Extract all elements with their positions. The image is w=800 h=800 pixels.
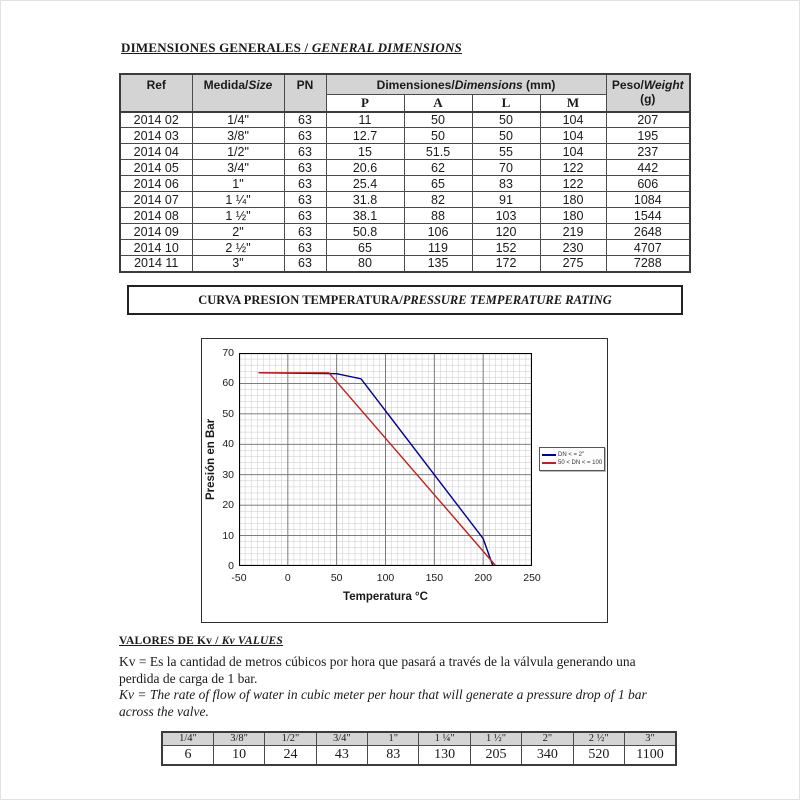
table-cell: 25.4 [326,176,404,192]
col-header-ref: Ref [120,74,192,112]
table-cell: 70 [472,160,540,176]
table-cell: 83 [472,176,540,192]
table-cell: 2014 06 [120,176,192,192]
kv-description-en-line2: across the valve. [119,703,209,719]
kv-table [161,731,677,766]
pressure-temperature-chart [201,338,608,623]
table-cell: 63 [284,256,326,272]
y-tick-label: 30 [222,468,234,481]
table-row [120,240,690,256]
table-cell: 2014 11 [120,256,192,272]
kv-value-cell: 205 [470,745,521,765]
table-cell: 122 [540,160,606,176]
legend-label: DN < = 2" [558,452,585,458]
dimensions-table-body [120,112,690,272]
table-cell: 2648 [606,224,690,240]
table-cell: 2014 10 [120,240,192,256]
table-cell: 230 [540,240,606,256]
dimensions-table [119,73,691,273]
table-cell: 91 [472,192,540,208]
table-cell: 63 [284,112,326,128]
table-cell: 2014 02 [120,112,192,128]
table-row [120,112,690,128]
table-cell: 63 [284,144,326,160]
pressure-temperature-title-box [127,285,683,315]
table-cell: 122 [540,176,606,192]
table-cell: 2014 05 [120,160,192,176]
table-cell: 2" [192,224,284,240]
table-cell: 3/4" [192,160,284,176]
x-tick-label: 100 [376,572,395,584]
table-cell: 11 [326,112,404,128]
table-cell: 104 [540,128,606,144]
kv-size-cell: 2" [522,732,573,745]
x-tick-label: 0 [284,572,291,584]
curve-title-separator: / [399,292,403,307]
kv-value-cell: 6 [162,745,213,765]
curve-title-en: PRESSURE TEMPERATURE RATING [402,292,612,307]
x-tick-label: 200 [474,572,492,584]
title-separator: / [301,40,312,55]
table-cell: 1/2" [192,144,284,160]
legend-line-swatch [542,462,556,464]
title-en: GENERAL DIMENSIONS [311,40,462,55]
table-cell: 1 ¼" [192,192,284,208]
legend-line-swatch [542,454,556,456]
col-header-a: A [404,94,472,112]
table-row [120,128,690,144]
table-cell: 3" [192,256,284,272]
kv-title-separator: / [212,635,222,647]
kv-size-cell: 1 ¼" [419,732,470,745]
col-header-dimensions: Dimensiones/Dimensions (mm) [326,74,606,94]
table-cell: 63 [284,176,326,192]
table-row [120,176,690,192]
y-tick-label: 20 [222,499,234,512]
table-cell: 207 [606,112,690,128]
table-cell: 1/4" [192,112,284,128]
table-cell: 62 [404,160,472,176]
legend-item [542,451,602,459]
table-cell: 88 [404,208,472,224]
kv-description-es-line1: Kv = Es la cantidad de metros cúbicos por hora que pasará a través de la válvula generando una [119,654,636,669]
table-cell: 2 ½" [192,240,284,256]
kv-value-cell: 520 [573,745,624,765]
col-header-weight: Peso/Weight (g) [606,74,690,112]
table-cell: 442 [606,160,690,176]
kv-value-cell: 130 [419,745,470,765]
kv-table-header-row [162,732,676,745]
col-header-p: P [326,94,404,112]
x-tick-label: -50 [231,572,247,584]
table-cell: 50.8 [326,224,404,240]
y-tick-label: 70 [222,347,234,359]
table-cell: 20.6 [326,160,404,176]
table-cell: 51.5 [404,144,472,160]
table-cell: 180 [540,192,606,208]
table-row [120,256,690,272]
table-cell: 55 [472,144,540,160]
table-cell: 2014 08 [120,208,192,224]
table-cell: 15 [326,144,404,160]
table-cell: 7288 [606,256,690,272]
kv-value-cell: 340 [522,745,573,765]
table-cell: 1544 [606,208,690,224]
kv-size-cell: 3/8" [213,732,264,745]
kv-size-cell: 2 ½" [573,732,624,745]
y-tick-label: 0 [228,560,234,572]
table-cell: 2014 03 [120,128,192,144]
table-cell: 63 [284,160,326,176]
title-es: DIMENSIONES GENERALES [121,40,302,55]
header-row-main [120,74,690,94]
table-cell: 195 [606,128,690,144]
table-cell: 63 [284,240,326,256]
kv-title-es: VALORES DE Kv [119,635,213,647]
table-cell: 606 [606,176,690,192]
plot-area [239,353,532,566]
table-cell: 50 [404,128,472,144]
table-cell: 2014 04 [120,144,192,160]
kv-values-title [119,635,283,647]
table-cell: 3/8" [192,128,284,144]
y-tick-label: 10 [222,529,234,542]
table-cell: 4707 [606,240,690,256]
table-cell: 104 [540,112,606,128]
table-cell: 1084 [606,192,690,208]
table-cell: 152 [472,240,540,256]
table-cell: 106 [404,224,472,240]
table-cell: 1" [192,176,284,192]
table-cell: 135 [404,256,472,272]
kv-value-cell: 43 [316,745,367,765]
table-cell: 63 [284,224,326,240]
x-tick-label: 50 [330,572,343,584]
legend-label: 50 < DN < = 100 [558,460,603,466]
col-header-m: M [540,94,606,112]
table-row [120,192,690,208]
y-axis-label: Presión en Bar [205,418,217,501]
x-axis-label: Temperatura °C [343,591,428,603]
col-header-pn: PN [284,74,326,112]
general-dimensions-title [121,40,462,56]
col-header-size: Medida/Size [192,74,284,112]
table-cell: 38.1 [326,208,404,224]
table-cell: 63 [284,208,326,224]
kv-size-cell: 3/4" [316,732,367,745]
kv-title-en: Kv VALUES [221,635,284,647]
table-cell: 219 [540,224,606,240]
kv-description-en-line1: Kv = The rate of flow of water in cubic meter per hour that will generate a pressure drop of 1 bar [119,687,647,702]
x-tick-label: 250 [523,572,541,584]
kv-size-cell: 1/2" [265,732,316,745]
table-cell: 80 [326,256,404,272]
table-row [120,224,690,240]
kv-size-cell: 1/4" [162,732,213,745]
y-tick-label: 40 [222,438,234,451]
table-cell: 2014 09 [120,224,192,240]
table-row [120,208,690,224]
kv-value-cell: 1100 [625,745,676,765]
table-cell: 50 [472,128,540,144]
kv-description [119,654,719,720]
table-cell: 65 [404,176,472,192]
kv-value-cell: 10 [213,745,264,765]
table-cell: 82 [404,192,472,208]
table-cell: 104 [540,144,606,160]
table-cell: 50 [472,112,540,128]
table-cell: 65 [326,240,404,256]
table-cell: 12.7 [326,128,404,144]
table-cell: 237 [606,144,690,160]
col-header-l: L [472,94,540,112]
table-cell: 120 [472,224,540,240]
table-row [120,160,690,176]
kv-size-cell: 3" [625,732,676,745]
legend-item [542,459,602,467]
table-cell: 63 [284,192,326,208]
kv-description-es-line2: perdida de carga de 1 bar. [119,670,258,686]
table-cell: 31.8 [326,192,404,208]
kv-table-values-row [162,745,676,765]
x-tick-label: 150 [425,572,444,584]
table-cell: 180 [540,208,606,224]
table-cell: 103 [472,208,540,224]
curve-title-es: CURVA PRESION TEMPERATURA [198,292,400,307]
kv-value-cell: 24 [265,745,316,765]
table-cell: 50 [404,112,472,128]
table-cell: 63 [284,128,326,144]
table-cell: 172 [472,256,540,272]
table-cell: 1 ½" [192,208,284,224]
kv-size-cell: 1" [368,732,419,745]
table-cell: 275 [540,256,606,272]
table-row [120,144,690,160]
table-cell: 2014 07 [120,192,192,208]
y-tick-label: 60 [222,377,234,390]
kv-size-cell: 1 ½" [470,732,521,745]
table-cell: 119 [404,240,472,256]
y-tick-label: 50 [222,407,234,420]
chart-legend [539,447,605,471]
kv-value-cell: 83 [368,745,419,765]
